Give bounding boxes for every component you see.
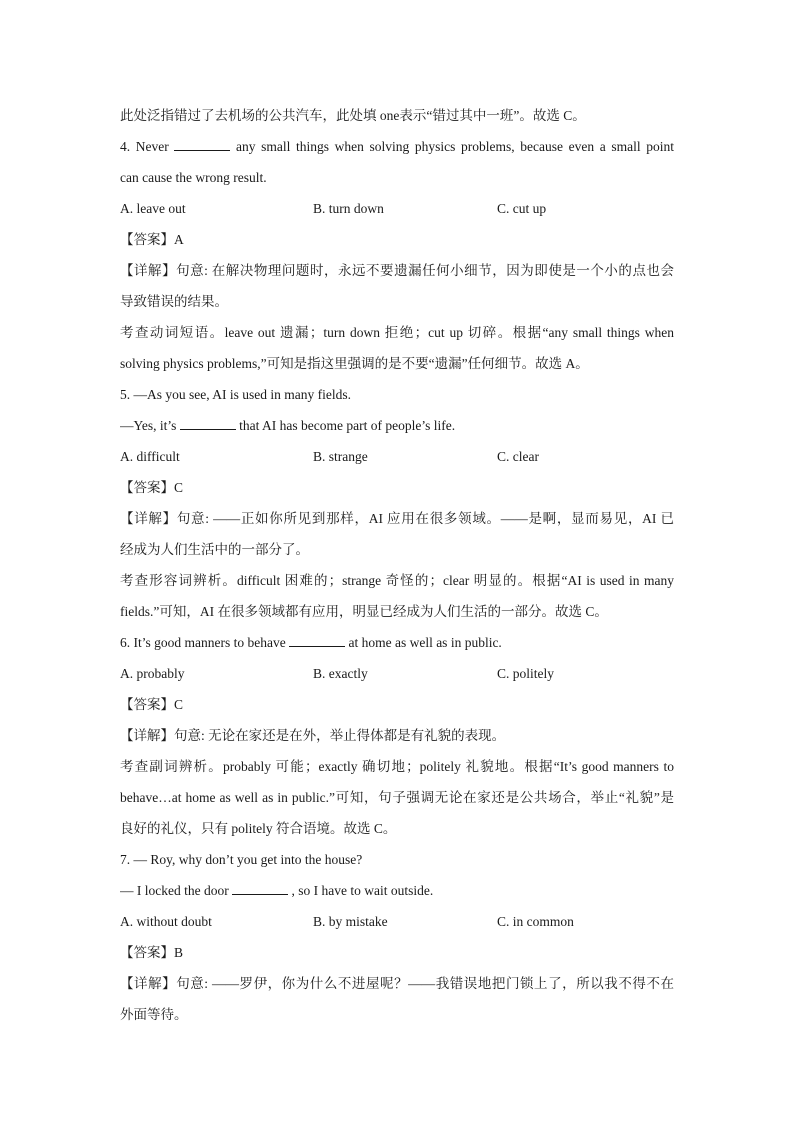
option-c: C. clear (497, 449, 539, 464)
option-a: A. without doubt (120, 914, 212, 929)
option-a: A. probably (120, 666, 185, 681)
answer-blank (232, 882, 288, 895)
explanation-line: 经成为人们生活中的一部分了。 (120, 542, 309, 557)
option-a: A. difficult (120, 449, 180, 464)
explanation-line: 考查形容词辨析。difficult 困难的；strange 奇怪的；clear 明显的。根据“AI is used in many (120, 573, 674, 588)
option-c: C. cut up (497, 201, 547, 216)
explanation-line: 外面等待。 (120, 1007, 188, 1022)
question-text: —Yes, it’s (120, 418, 177, 433)
question-text: , so I have to wait outside. (291, 883, 434, 898)
question-5-response (120, 410, 674, 441)
question-7-response (120, 875, 674, 906)
question-7-stem: 7. — Roy, why don’t you get into the house? (120, 852, 363, 867)
question-text: — I locked the door (120, 883, 229, 898)
answer-blank (180, 417, 236, 430)
document-body (120, 100, 674, 1030)
question-7-options (120, 906, 674, 937)
option-b: B. turn down (313, 201, 384, 216)
explanation-line: 考查副词辨析。probably 可能；exactly 确切地；politely 礼貌地。根据“It’s good manners to (120, 759, 674, 774)
option-c: C. politely (497, 666, 554, 681)
answer-label: 【答案】C (120, 697, 184, 712)
question-text: that AI has become part of people’s life. (239, 418, 456, 433)
question-text: 4. Never (120, 139, 169, 154)
option-a: A. leave out (120, 201, 186, 216)
question-text: at home as well as in public. (348, 635, 502, 650)
explanation-line: 良好的礼仪，只有 politely 符合语境。故选 C。 (120, 821, 397, 836)
explanation-line: 【详解】句意: ——正如你所见到那样，AI 应用在很多领域。——是啊，显而易见，AI 已 (120, 511, 674, 526)
answer-label: 【答案】A (120, 232, 184, 247)
option-b: B. exactly (313, 666, 368, 681)
explanation-line: behave…at home as well as in public.”可知，句子强调无论在家还是公共场合，举止“礼貌”是 (120, 790, 674, 805)
option-b: B. by mistake (313, 914, 388, 929)
answer-blank (289, 634, 345, 647)
explanation-line: 导致错误的结果。 (120, 294, 228, 309)
question-4-stem (120, 131, 674, 162)
question-6-stem (120, 627, 674, 658)
answer-label: 【答案】B (120, 945, 184, 960)
answer-label: 【答案】C (120, 480, 184, 495)
question-text: any small things when solving physics problems, because even a small point (236, 139, 674, 154)
question-5-options (120, 441, 674, 472)
question-5-stem: 5. —As you see, AI is used in many fields. (120, 387, 351, 402)
question-6-options (120, 658, 674, 689)
question-4-options (120, 193, 674, 224)
explanation-line: 考查动词短语。leave out 遗漏；turn down 拒绝；cut up 切碎。根据“any small things when (120, 325, 674, 340)
explanation-line: fields.”可知，AI 在很多领域都有应用，明显已经成为人们生活的一部分。故选 C。 (120, 604, 608, 619)
option-c: C. in common (497, 914, 574, 929)
explanation-line: solving physics problems,”可知是指这里强调的是不要“遗漏”任何细节。故选 A。 (120, 356, 589, 371)
question-4-stem-cont: can cause the wrong result. (120, 170, 267, 185)
explanation-line: 【详解】句意: 无论在家还是在外，举止得体都是有礼貌的表现。 (120, 728, 506, 743)
question-text: 6. It’s good manners to behave (120, 635, 286, 650)
option-b: B. strange (313, 449, 368, 464)
text-line: 此处泛指错过了去机场的公共汽车，此处填 one表示“错过其中一班”。故选 C。 (120, 108, 586, 123)
answer-blank (174, 138, 230, 151)
explanation-line: 【详解】句意: ——罗伊，你为什么不进屋呢？——我错误地把门锁上了，所以我不得不在 (120, 976, 674, 991)
explanation-line: 【详解】句意: 在解决物理问题时，永远不要遗漏任何小细节，因为即使是一个小的点也会 (120, 263, 674, 278)
